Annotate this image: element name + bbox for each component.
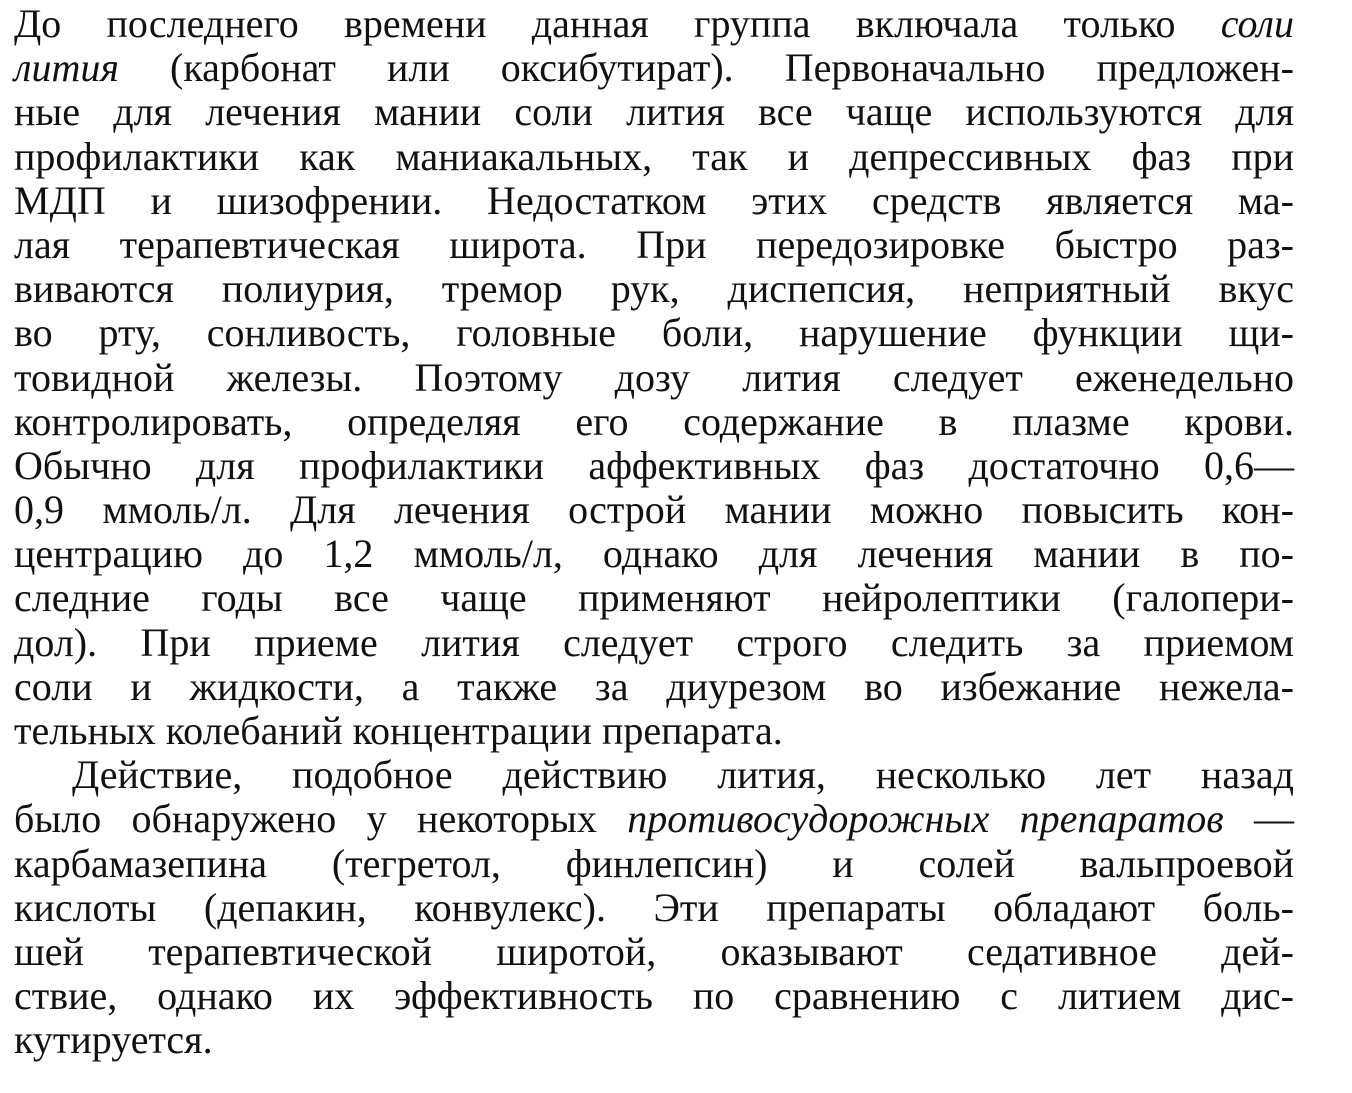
text-run: следние годы все чаще применяют нейролептики (галопери- [14, 575, 1294, 621]
text-line [14, 709, 1294, 753]
text-line [14, 2, 1294, 46]
italic-term: соли [1220, 1, 1294, 46]
text-run: Обычно для профилактики аффективных фаз достаточно 0,6— [14, 442, 1294, 488]
text-run: — [1223, 796, 1295, 842]
text-run: 0,9 ммоль/л. Для лечения острой мании можно повысить кон- [14, 487, 1294, 533]
paragraph [14, 2, 1294, 753]
text-run: ные для лечения мании соли лития все чаще используются для [14, 89, 1294, 135]
text-run: контролировать, определяя его содержание в плазме крови. [14, 398, 1294, 444]
text-run: профилактики как маниакальных, так и депрессивных фаз при [14, 133, 1294, 179]
text-run: Действие, подобное действию лития, несколько лет назад [72, 752, 1294, 798]
text-run: До последнего времени данная группа включала только [14, 1, 1221, 46]
italic-term: противосудорожных препаратов [627, 796, 1224, 842]
text-run: было обнаружено у некоторых [14, 796, 628, 842]
text-line [14, 797, 1294, 841]
text-line [14, 135, 1294, 179]
text-body [14, 2, 1294, 1063]
text-line [14, 444, 1294, 488]
text-run: ствие, однако их эффективность по сравнению с литием дис- [14, 973, 1294, 1019]
text-line [14, 621, 1294, 665]
text-line [14, 532, 1294, 576]
text-run: центрацию до 1,2 ммоль/л, однако для лечения мании в по- [14, 531, 1294, 577]
text-line [14, 1018, 1294, 1062]
text-line [14, 90, 1294, 134]
text-run: виваются полиурия, тремор рук, диспепсия, неприятный вкус [14, 266, 1294, 312]
text-line [14, 886, 1294, 930]
paragraph [14, 753, 1294, 1062]
text-run: карбамазепина (тегретол, финлепсин) и солей вальпроевой [14, 840, 1294, 886]
text-run: дол). При приеме лития следует строго следить за приемом [14, 619, 1294, 665]
text-line [14, 356, 1294, 400]
text-run: (карбонат или оксибутират). Первоначально предложен- [118, 45, 1294, 91]
text-run: товидной железы. Поэтому дозу лития следует еженедельно [14, 354, 1294, 400]
text-line [14, 311, 1294, 355]
text-line [14, 179, 1294, 223]
text-line [14, 930, 1294, 974]
italic-term: лития [14, 45, 119, 91]
text-run: соли и жидкости, а также за диурезом во избежание нежела- [14, 663, 1294, 709]
text-run: тельных колебаний концентрации препарата. [14, 708, 783, 753]
text-line [14, 753, 1294, 797]
text-run: во рту, сонливость, головные боли, нарушение функции щи- [14, 310, 1294, 356]
text-line [14, 665, 1294, 709]
text-line [14, 267, 1294, 311]
text-line [14, 223, 1294, 267]
text-run: лая терапевтическая широта. При передозировке быстро раз- [14, 221, 1294, 267]
text-run: кутируется. [14, 1017, 213, 1063]
text-run: МДП и шизофрении. Недостатком этих средств является ма- [14, 177, 1294, 223]
text-line [14, 974, 1294, 1018]
text-run: кислоты (депакин, конвулекс). Эти препараты обладают боль- [14, 884, 1294, 930]
text-line [14, 400, 1294, 444]
text-line [14, 842, 1294, 886]
text-run: шей терапевтической широтой, оказывают седативное дей- [14, 928, 1294, 974]
text-line [14, 488, 1294, 532]
text-line [14, 46, 1294, 90]
text-line [14, 576, 1294, 620]
